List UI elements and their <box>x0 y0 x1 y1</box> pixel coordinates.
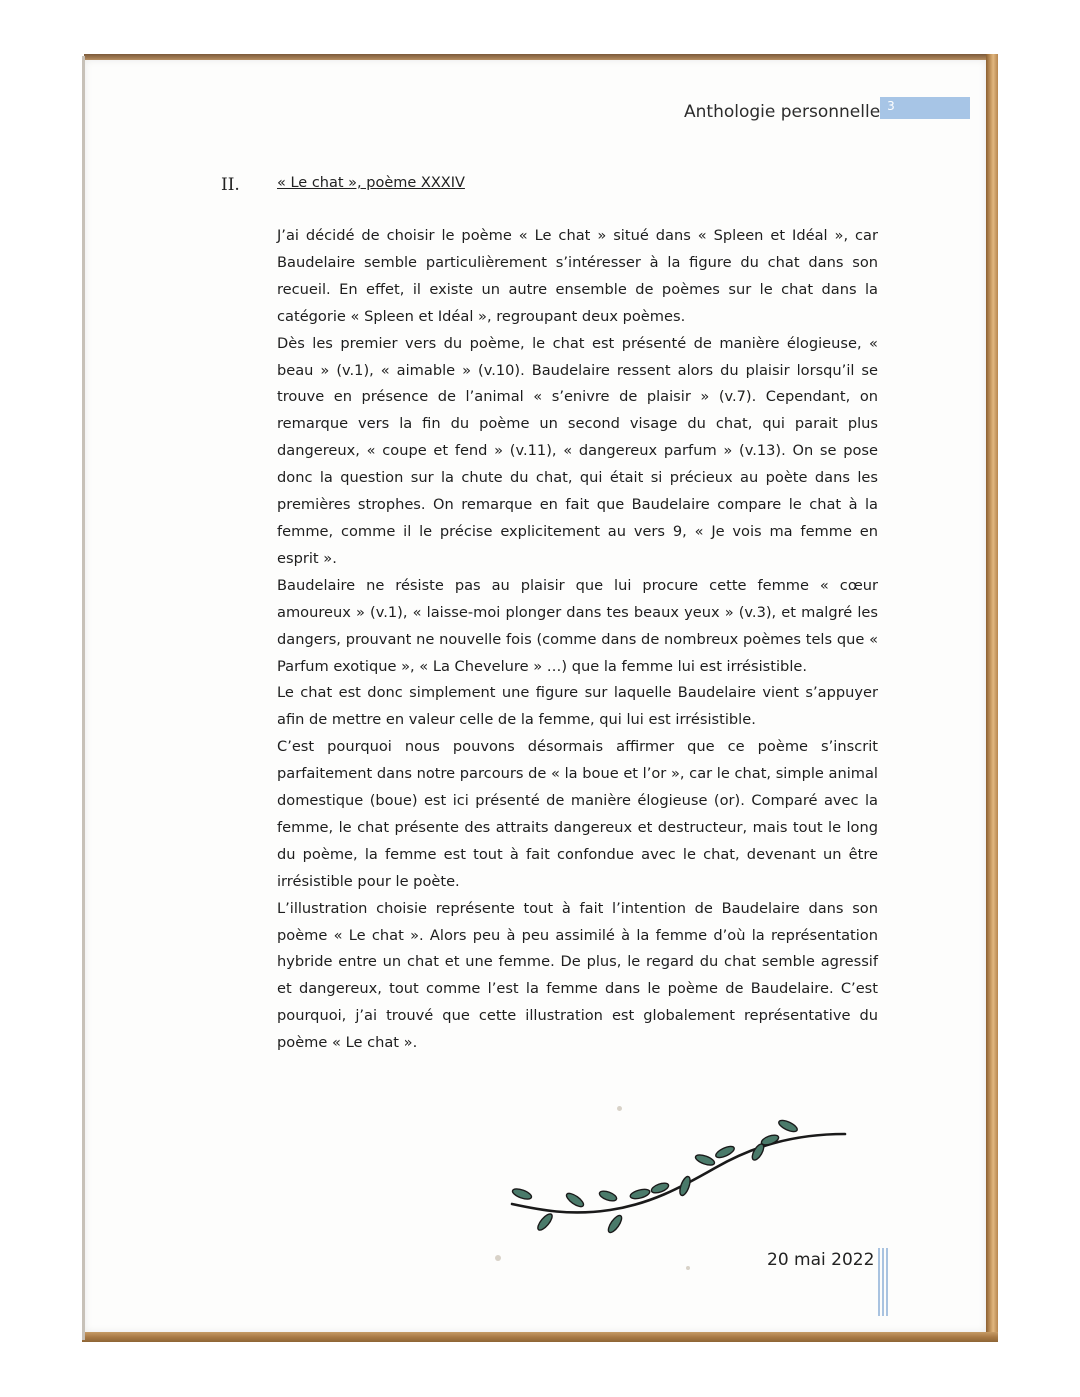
document-date: 20 mai 2022 <box>767 1250 875 1270</box>
page-number-box <box>880 97 970 119</box>
paper-speck <box>495 1255 501 1261</box>
paper-speck <box>617 1106 622 1111</box>
paragraph-intro: J’ai décidé de choisir le poème « Le chat » situé dans « Spleen et Idéal », car Baudelaire semble particulièrement s’intéresser à la figure du chat dans son recueil. En effet, il existe un autre ensemble de poèmes sur le chat dans la catégorie « Spleen et Idéal », regroupant deux poèmes. <box>277 227 878 325</box>
section-number: II. <box>221 175 240 195</box>
paragraph-figure: Le chat est donc simplement une figure sur laquelle Baudelaire vient s’appuyer afin de mettre en valeur celle de la femme, qui lui est irrésistible. <box>277 684 878 729</box>
date-decorative-lines <box>876 1248 890 1316</box>
wooden-table-edge-bottom <box>82 1332 998 1342</box>
vine-drawing-icon <box>500 1112 860 1237</box>
paragraph-illustration: L’illustration choisie représente tout à fait l’intention de Baudelaire dans son poème « Le chat ». Alors peu à peu assimilé à la femme d’où la représentation hybride entre un chat et une femme. De plus, le regard du chat semble agressif et dangereux, tout comme l’est la femme dans le poème de Baudelaire. C’est pourquoi, j’ai trouvé que cette illustration est globalement représentative du poème « Le chat ». <box>277 899 878 1052</box>
page-number: 3 <box>887 99 895 113</box>
essay-body <box>277 223 878 1057</box>
paragraph-parcours: C’est pourquoi nous pouvons désormais affirmer que ce poème s’inscrit parfaitement dans notre parcours de « la boue et l’or », car le chat, simple animal domestique (boue) est ici présenté de manière élogieuse (or). Comparé avec la femme, le chat présente des attraits dangereux et destructeur, mais tout le long du poème, la femme est tout à fait confondue avec le chat, devenant un être irrésistible pour le poète. <box>277 738 878 890</box>
paragraph-analysis: Dès les premier vers du poème, le chat est présenté de manière élogieuse, « beau » (v.1), « aimable » (v.10). Baudelaire ressent alors du plaisir lorsqu’il se trouve en présence de l’animal « s’enivre de plaisir » (v.7). Cependant, on remarque vers la fin du poème un second visage du chat, qui parait plus dangereux, « coupe et fend » (v.11), « dangereux parfum » (v.13). On se pose donc la question sur la chute du chat, qui était si précieux au poète dans les premières strophes. On remarque en fait que Baudelaire compare le chat à la femme, comme il le précise explicitement au vers 9, « Je vois ma femme en esprit ». <box>277 334 878 567</box>
header-title: Anthologie personnelle <box>684 102 881 122</box>
wooden-table-edge-right <box>986 54 998 1342</box>
paper-speck <box>686 1266 690 1270</box>
section-title: « Le chat », poème XXXIV <box>277 175 465 191</box>
paragraph-woman: Baudelaire ne résiste pas au plaisir que lui procure cette femme « cœur amoureux » (v.1), « laisse-moi plonger dans tes beaux yeux » (v.3), et malgré les dangers, prouvant ne nouvelle fois (comme dans de nombreux poèmes tels que « Parfum exotique », « La Chevelure » …) que la femme lui est irrésistible. <box>277 576 878 675</box>
